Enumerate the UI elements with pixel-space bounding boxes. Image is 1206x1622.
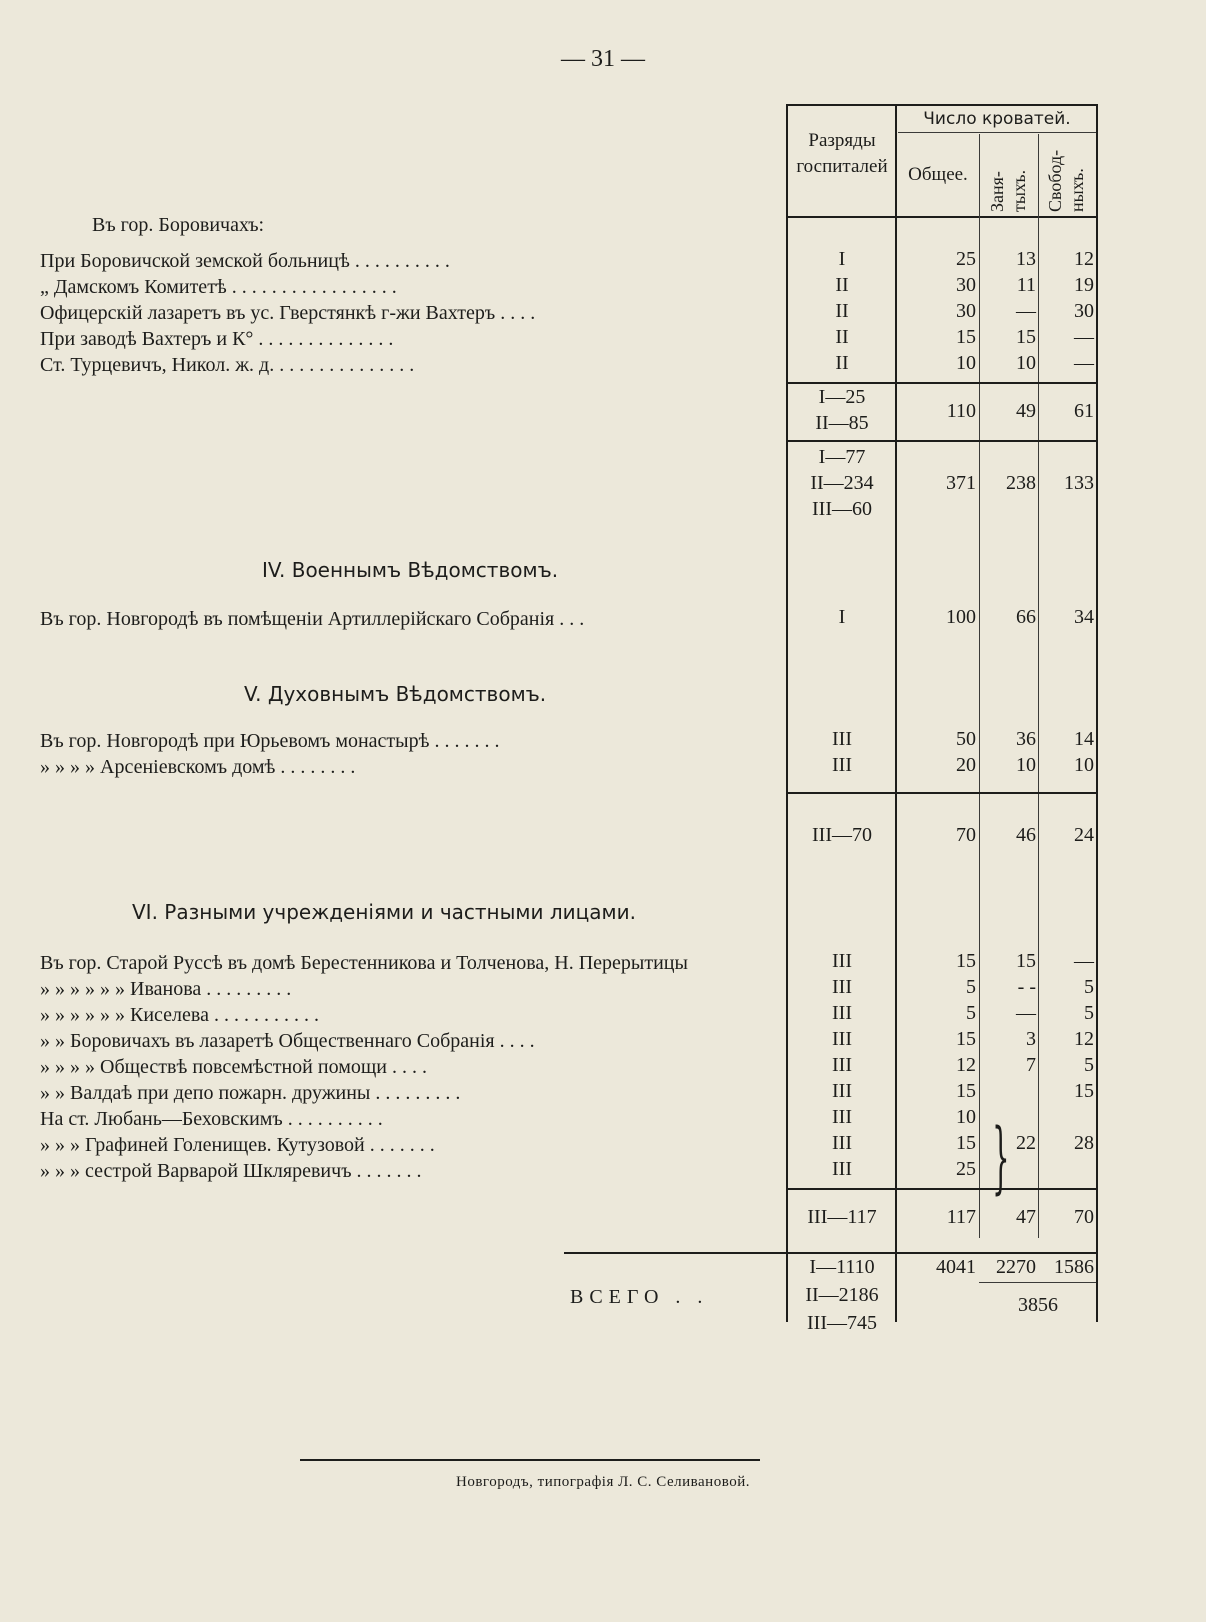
grand-cat3: III—745	[807, 1312, 877, 1334]
row-category: III	[832, 1002, 852, 1024]
military-row-total: 100	[946, 606, 976, 628]
grand-total-label: ВСЕГО . .	[570, 1286, 709, 1308]
row-total: 30	[956, 274, 976, 296]
row-label: При заводѣ Вахтеръ и К° . . . . . . . . . . . . . .	[40, 328, 394, 350]
subtotal1-top-rule	[786, 382, 1098, 384]
header-bottom-rule	[786, 216, 1098, 218]
header-subrule	[898, 132, 1098, 133]
row-occupied: 10	[1016, 754, 1036, 776]
military-row-category: I	[838, 606, 846, 628]
row-category: I	[838, 248, 846, 270]
row-total: 5	[966, 1002, 976, 1024]
row-total: 25	[956, 1158, 976, 1180]
row-free: 5	[1084, 976, 1094, 998]
grand-occ-free-rule	[979, 1282, 1096, 1283]
row-free: 12	[1074, 248, 1094, 270]
row-label: » » » Графиней Голенищев. Кутузовой . . . . . . .	[40, 1134, 435, 1156]
row-category: III	[832, 950, 852, 972]
row-free: 30	[1074, 300, 1094, 322]
subtotal2-cat1: I—77	[818, 446, 866, 468]
borovichi-heading: Въ гор. Боровичахъ:	[92, 214, 265, 236]
row-occupied: 13	[1016, 248, 1036, 270]
row-category: III	[832, 976, 852, 998]
total-column-border	[979, 134, 980, 1238]
category-column-border	[895, 104, 897, 1322]
row-total: 15	[956, 1028, 976, 1050]
bracket-brace: }	[992, 1113, 1010, 1203]
row-free: 10	[1074, 754, 1094, 776]
row-label: » » » » Обществѣ повсемѣстной помощи . . . .	[40, 1056, 427, 1078]
subtotal1-cat1: I—25	[818, 386, 866, 408]
row-label: » » » » Арсеніевскомъ домѣ . . . . . . . .	[40, 756, 356, 778]
grand-occupied-free-sum: 3856	[1018, 1294, 1058, 1316]
row-category: III	[832, 1106, 852, 1128]
subtotal3-cat: III—70	[812, 824, 872, 846]
subtotal4-occupied: 47	[1016, 1206, 1036, 1228]
military-row-label: Въ гор. Новгородѣ въ помѣщеніи Артиллерійскаго Собранія . . .	[40, 608, 585, 630]
subtotal4-top-rule	[786, 1188, 1098, 1190]
row-category: II	[835, 326, 849, 348]
military-heading: IV. Военнымъ Вѣдомствомъ.	[262, 558, 559, 582]
row-total: 50	[956, 728, 976, 750]
row-occupied: 22	[1016, 1132, 1036, 1154]
row-occupied: 36	[1016, 728, 1036, 750]
row-free: —	[1074, 326, 1094, 348]
subtotal3-total: 70	[956, 824, 976, 846]
row-label: Въ гор. Новгородѣ при Юрьевомъ монастырѣ . . . . . . .	[40, 730, 500, 752]
subtotal3-free: 24	[1074, 824, 1094, 846]
row-category: III	[832, 754, 852, 776]
grand-total: 4041	[936, 1256, 976, 1278]
row-total: 5	[966, 976, 976, 998]
row-free: 12	[1074, 1028, 1094, 1050]
grand-cat2: II—2186	[805, 1284, 879, 1306]
row-category: II	[835, 352, 849, 374]
row-category: III	[832, 1054, 852, 1076]
row-category: II	[835, 300, 849, 322]
subtotal4-cat: III—117	[807, 1206, 877, 1228]
table-right-border	[1096, 104, 1098, 1322]
row-free: —	[1074, 950, 1094, 972]
row-free: 14	[1074, 728, 1094, 750]
row-total: 20	[956, 754, 976, 776]
row-free: 5	[1084, 1054, 1094, 1076]
row-occupied: 15	[1016, 950, 1036, 972]
spiritual-heading: V. Духовнымъ Вѣдомствомъ.	[244, 682, 547, 706]
row-occupied: - -	[1017, 976, 1036, 998]
row-category: III	[832, 728, 852, 750]
subtotal4-total: 117	[946, 1206, 976, 1228]
row-occupied: 11	[1016, 274, 1036, 296]
grand-total-top-rule	[564, 1252, 1098, 1254]
occupied-column-border	[1038, 134, 1039, 1238]
subtotal2-occupied: 238	[1006, 472, 1036, 494]
grand-free: 1586	[1054, 1256, 1094, 1278]
row-total: 15	[956, 1080, 976, 1102]
row-occupied: —	[1016, 1002, 1036, 1024]
subtotal1-total: 110	[946, 400, 976, 422]
military-row-free: 34	[1074, 606, 1094, 628]
row-label: » » » » » » Киселева . . . . . . . . . . .	[40, 1004, 319, 1026]
row-total: 15	[956, 326, 976, 348]
row-occupied: —	[1016, 300, 1036, 322]
total-header: Общее.	[908, 164, 968, 185]
grand-occupied: 2270	[996, 1256, 1036, 1278]
various-heading: VI. Разными учрежденіями и частными лицами.	[132, 900, 636, 924]
row-total: 15	[956, 1132, 976, 1154]
subtotal2-cat2: II—234	[810, 472, 874, 494]
printer-imprint: Новгородъ, типографія Л. С. Селивановой.	[456, 1474, 750, 1490]
row-category: III	[832, 1080, 852, 1102]
row-total: 15	[956, 950, 976, 972]
grand-cat1: I—1110	[809, 1256, 875, 1278]
subtotal3-top-rule	[786, 792, 1098, 794]
row-occupied: 10	[1016, 352, 1036, 374]
row-label: Ст. Турцевичъ, Никол. ж. д. . . . . . . . . . . . . . .	[40, 354, 415, 376]
row-label: Въ гор. Старой Руссѣ въ домѣ Берестенникова и Толченова, Н. Перерытицы	[40, 952, 688, 974]
free-header: Свобод-ныхъ.	[1045, 149, 1087, 212]
subtotal1-cat2: II—85	[815, 412, 869, 434]
subtotal2-total: 371	[946, 472, 976, 494]
row-occupied: 15	[1016, 326, 1036, 348]
row-total: 10	[956, 1106, 976, 1128]
subtotal1-bottom-rule	[786, 440, 1098, 442]
footer-rule	[300, 1459, 760, 1461]
row-category: III	[832, 1132, 852, 1154]
row-label: » » » сестрой Варварой Шкляревичъ . . . . . . .	[40, 1160, 422, 1182]
row-label: Офицерскій лазаретъ въ ус. Гверстянкѣ г-жи Вахтеръ . . . .	[40, 302, 536, 324]
row-label: » » » » » » Иванова . . . . . . . . .	[40, 978, 292, 1000]
table-left-border	[786, 104, 788, 1322]
subtotal2-cat3: III—60	[812, 498, 872, 520]
military-row-occupied: 66	[1016, 606, 1036, 628]
row-label: » » Валдаѣ при депо пожарн. дружины . . . . . . . . .	[40, 1082, 461, 1104]
row-total: 30	[956, 300, 976, 322]
row-total: 12	[956, 1054, 976, 1076]
row-free: 28	[1074, 1132, 1094, 1154]
subtotal3-occupied: 46	[1016, 824, 1036, 846]
occupied-header: Заня-тыхъ.	[987, 169, 1029, 212]
beds-group-header: Число кроватей.	[923, 109, 1071, 129]
row-category: III	[832, 1028, 852, 1050]
subtotal1-occupied: 49	[1016, 400, 1036, 422]
row-category: III	[832, 1158, 852, 1180]
row-free: 15	[1074, 1080, 1094, 1102]
subtotal2-free: 133	[1064, 472, 1094, 494]
row-label: » » Боровичахъ въ лазаретѣ Общественнаго Собранія . . . .	[40, 1030, 535, 1052]
row-free: 5	[1084, 1002, 1094, 1024]
row-category: II	[835, 274, 849, 296]
page-number: — 31 —	[561, 46, 645, 72]
row-free: 19	[1074, 274, 1094, 296]
row-occupied: 3	[1026, 1028, 1036, 1050]
row-total: 10	[956, 352, 976, 374]
row-total: 25	[956, 248, 976, 270]
row-free: —	[1074, 352, 1094, 374]
row-label: На ст. Любань—Беховскимъ . . . . . . . . . .	[40, 1108, 383, 1130]
row-label: „ Дамскомъ Комитетѣ . . . . . . . . . . . . . . . . .	[40, 276, 397, 298]
category-header: Разряды госпиталей	[796, 130, 888, 177]
subtotal1-free: 61	[1074, 400, 1094, 422]
row-occupied: 7	[1026, 1054, 1036, 1076]
subtotal4-free: 70	[1074, 1206, 1094, 1228]
row-label: При Боровичской земской больницѣ . . . . . . . . . .	[40, 250, 450, 272]
